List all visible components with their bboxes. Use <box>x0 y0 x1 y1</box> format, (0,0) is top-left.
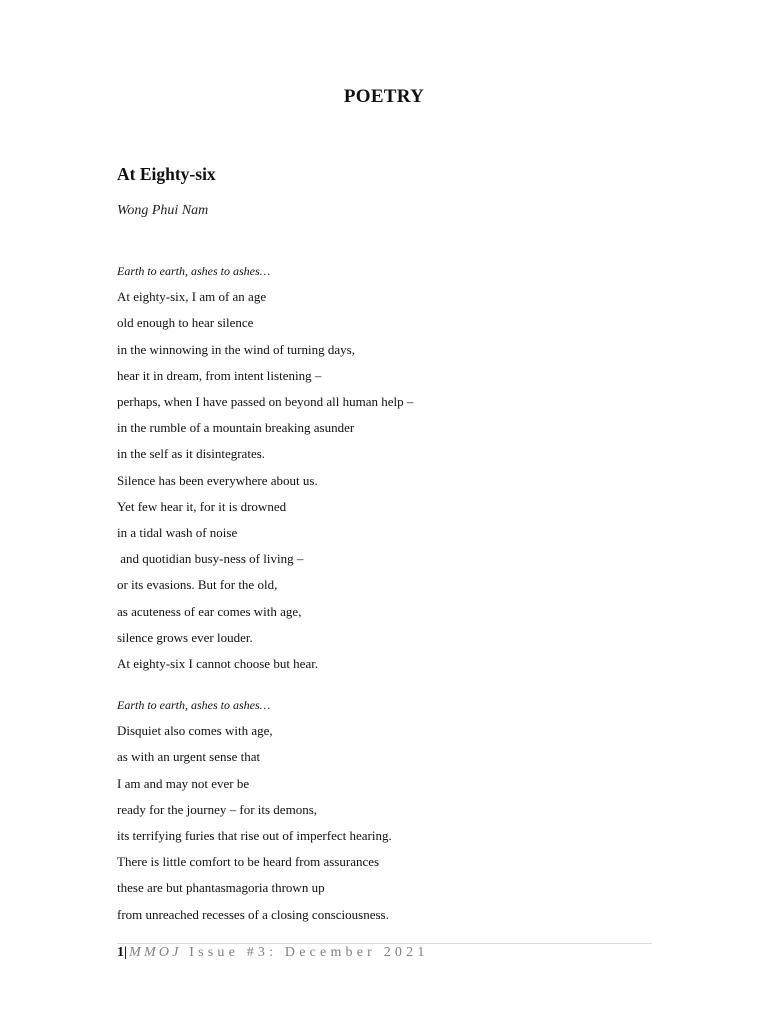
poem-title: At Eighty-six <box>117 164 216 184</box>
poem-line: Yet few hear it, for it is drowned <box>117 498 287 514</box>
poem-line: silence grows ever louder. <box>117 629 253 645</box>
poem-line: At eighty-six I cannot choose but hear. <box>117 656 319 672</box>
poem-line: old enough to hear silence <box>117 315 254 331</box>
poem-line: in the self as it disintegrates. <box>117 446 266 462</box>
poem-line: I am and may not ever be <box>117 775 250 791</box>
poem-line: Disquiet also comes with age, <box>117 723 273 739</box>
page-footer <box>117 945 429 961</box>
poem-author: Wong Phui Nam <box>117 203 209 218</box>
page-title: POETRY <box>343 86 425 107</box>
footer-divider <box>117 943 652 944</box>
poem-line: perhaps, when I have passed on beyond all human help – <box>117 394 414 410</box>
poem-line: in the winnowing in the wind of turning days, <box>117 341 355 357</box>
poem-line: There is little comfort to be heard from assurances <box>117 854 380 870</box>
poem-line: Silence has been everywhere about us. <box>117 472 318 488</box>
page-number: 1 <box>117 945 124 960</box>
stanza-2 <box>117 692 392 928</box>
poem-line: as acuteness of ear comes with age, <box>117 603 302 619</box>
poem-line: in a tidal wash of noise <box>117 525 238 541</box>
poem-line: ready for the journey – for its demons, <box>117 801 318 817</box>
stanza-refrain: Earth to earth, ashes to ashes… <box>117 264 271 278</box>
footer-separator: | <box>124 945 128 960</box>
poem-line: and quotidian busy-ness of living – <box>117 551 304 567</box>
poem-line: hear it in dream, from intent listening – <box>117 367 322 383</box>
issue-label: Issue #3: December 2021 <box>181 945 429 960</box>
poem-line: in the rumble of a mountain breaking asunder <box>117 420 355 436</box>
poem-line: these are but phantasmagoria thrown up <box>117 880 325 896</box>
journal-name: MMOJ <box>129 945 182 960</box>
stanza-refrain: Earth to earth, ashes to ashes… <box>117 698 271 712</box>
stanza-1 <box>117 258 413 677</box>
poem-line: as with an urgent sense that <box>117 749 261 765</box>
poem-line: its terrifying furies that rise out of imperfect hearing. <box>117 828 392 844</box>
poem-line: or its evasions. But for the old, <box>117 577 278 593</box>
poem-line: At eighty-six, I am of an age <box>117 289 267 305</box>
poem-line: from unreached recesses of a closing consciousness. <box>117 906 389 922</box>
